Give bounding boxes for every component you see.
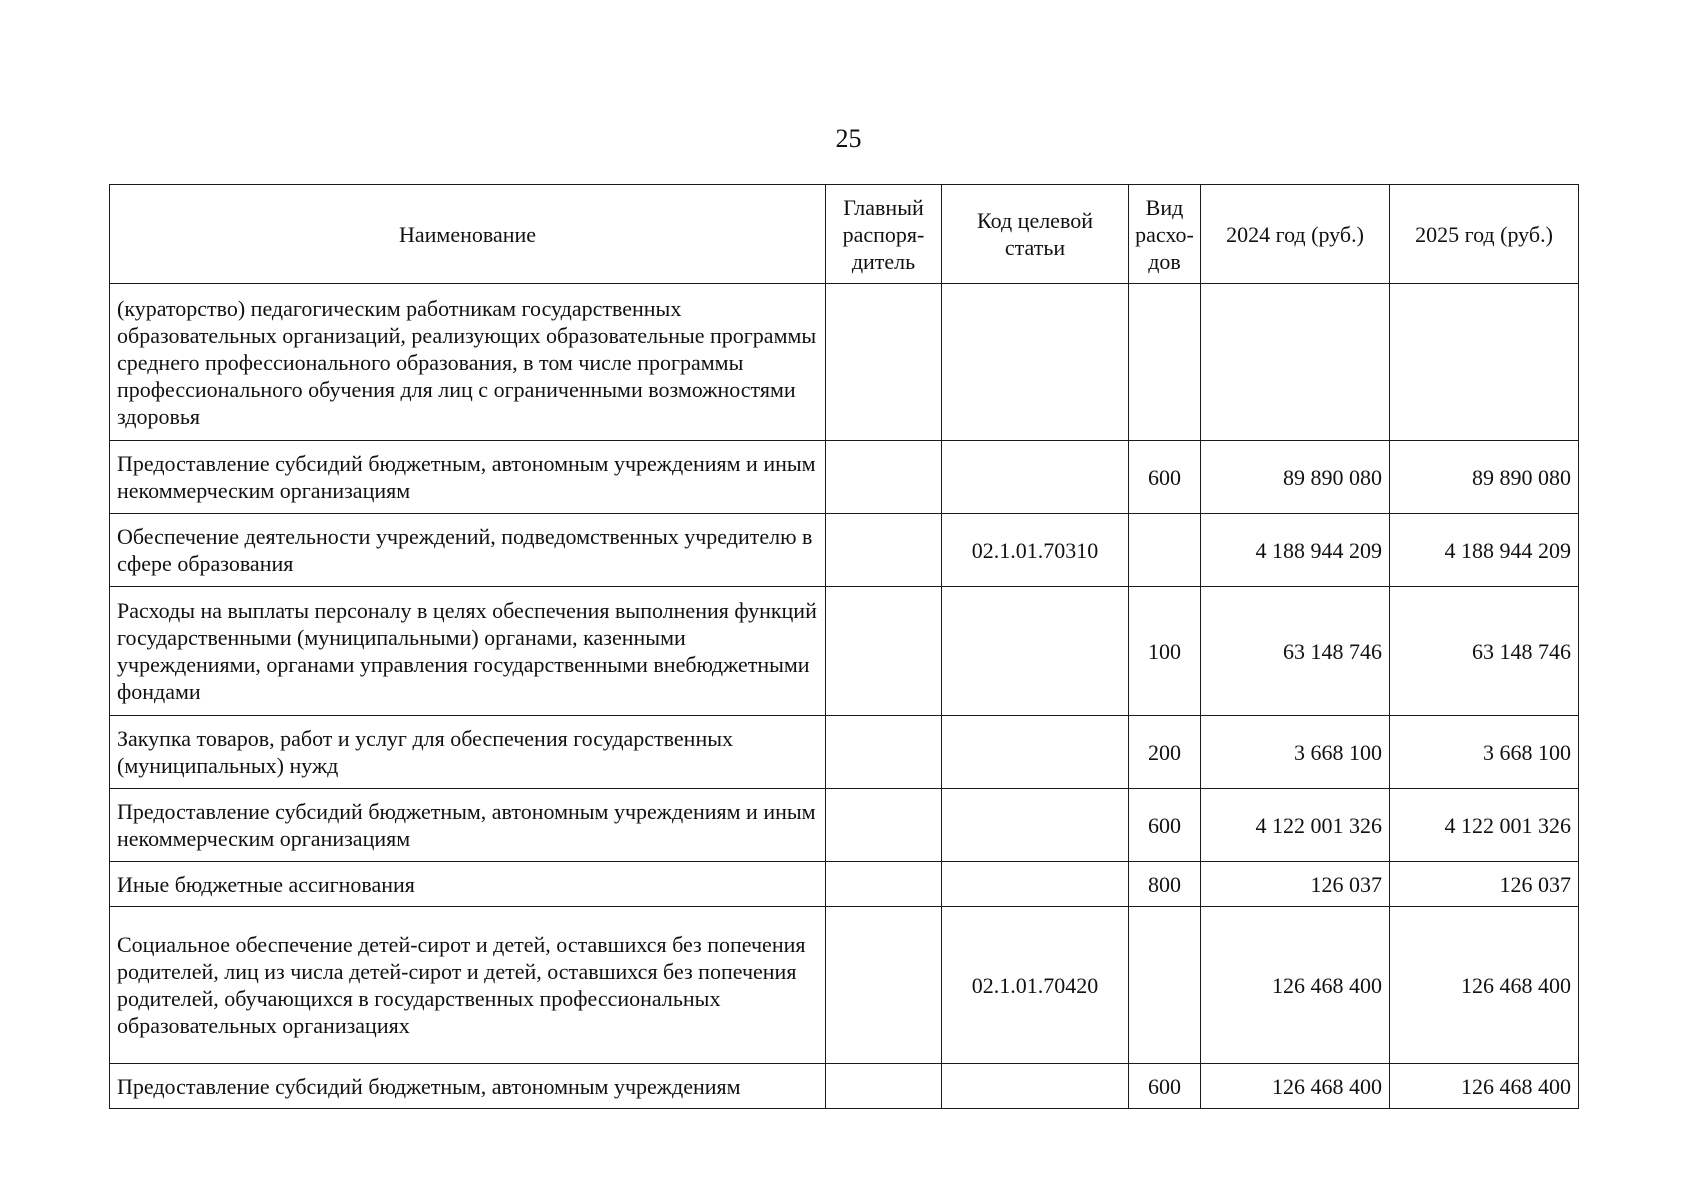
cell-2025: 3 668 100 [1390,716,1579,789]
table-header-row [110,185,1579,284]
cell-2025: 126 468 400 [1390,907,1579,1064]
cell-2024: 4 122 001 326 [1201,789,1390,862]
cell-name: Расходы на выплаты персоналу в целях обеспечения выполнения функций государственными (муниципальными) органами, казенными учреждениями, органами управления государственными внебюджетными фондами [110,587,826,716]
cell-code [942,789,1129,862]
cell-2024 [1201,284,1390,441]
header-year-2024: 2024 год (руб.) [1201,185,1390,284]
cell-manager [826,441,942,514]
budget-table [109,184,1579,1109]
table-row [110,716,1579,789]
table-row [110,1064,1579,1109]
cell-kind [1129,907,1201,1064]
cell-name: Иные бюджетные ассигнования [110,862,826,907]
cell-code [942,284,1129,441]
cell-2025: 126 037 [1390,862,1579,907]
cell-kind: 600 [1129,789,1201,862]
cell-2025 [1390,284,1579,441]
cell-2024: 126 468 400 [1201,1064,1390,1109]
cell-manager [826,587,942,716]
header-kind: Вид расхо-дов [1129,185,1201,284]
cell-kind: 600 [1129,1064,1201,1109]
cell-manager [826,716,942,789]
cell-2025: 126 468 400 [1390,1064,1579,1109]
cell-kind [1129,514,1201,587]
table-row [110,587,1579,716]
cell-name: Закупка товаров, работ и услуг для обеспечения государственных (муниципальных) нужд [110,716,826,789]
cell-code: 02.1.01.70310 [942,514,1129,587]
cell-name: Социальное обеспечение детей-сирот и детей, оставшихся без попечения родителей, лиц из числа детей-сирот и детей, оставшихся без попечения родителей, обучающихся в государственных профессиональных образовательных организациях [110,907,826,1064]
cell-kind: 600 [1129,441,1201,514]
table-row [110,441,1579,514]
cell-2025: 4 188 944 209 [1390,514,1579,587]
table-row [110,862,1579,907]
cell-kind: 100 [1129,587,1201,716]
cell-2024: 63 148 746 [1201,587,1390,716]
header-manager: Главный распоря-дитель [826,185,942,284]
cell-manager [826,907,942,1064]
cell-manager [826,862,942,907]
header-code: Код целевой статьи [942,185,1129,284]
cell-manager [826,284,942,441]
cell-manager [826,514,942,587]
cell-name: Предоставление субсидий бюджетным, автономным учреждениям и иным некоммерческим организациям [110,789,826,862]
table-row [110,284,1579,441]
cell-2025: 4 122 001 326 [1390,789,1579,862]
header-name: Наименование [110,185,826,284]
cell-code: 02.1.01.70420 [942,907,1129,1064]
cell-2025: 63 148 746 [1390,587,1579,716]
cell-name: Обеспечение деятельности учреждений, подведомственных учредителю в сфере образования [110,514,826,587]
header-year-2025: 2025 год (руб.) [1390,185,1579,284]
cell-2024: 3 668 100 [1201,716,1390,789]
cell-2024: 4 188 944 209 [1201,514,1390,587]
table-row [110,514,1579,587]
cell-kind: 200 [1129,716,1201,789]
cell-2024: 126 037 [1201,862,1390,907]
cell-kind: 800 [1129,862,1201,907]
page-number: 25 [835,124,862,153]
cell-code [942,716,1129,789]
cell-code [942,587,1129,716]
cell-kind [1129,284,1201,441]
cell-name: Предоставление субсидий бюджетным, автономным учреждениям [110,1064,826,1109]
table-row [110,789,1579,862]
cell-2025: 89 890 080 [1390,441,1579,514]
cell-manager [826,1064,942,1109]
cell-name: (кураторство) педагогическим работникам государственных образовательных организаций, реализующих образовательные программы среднего профессионального образования, в том числе программы профессионального обучения для лиц с ограниченными возможностями здоровья [110,284,826,441]
cell-2024: 126 468 400 [1201,907,1390,1064]
cell-2024: 89 890 080 [1201,441,1390,514]
cell-manager [826,789,942,862]
cell-code [942,862,1129,907]
table-row [110,907,1579,1064]
cell-name: Предоставление субсидий бюджетным, автономным учреждениям и иным некоммерческим организациям [110,441,826,514]
cell-code [942,441,1129,514]
cell-code [942,1064,1129,1109]
